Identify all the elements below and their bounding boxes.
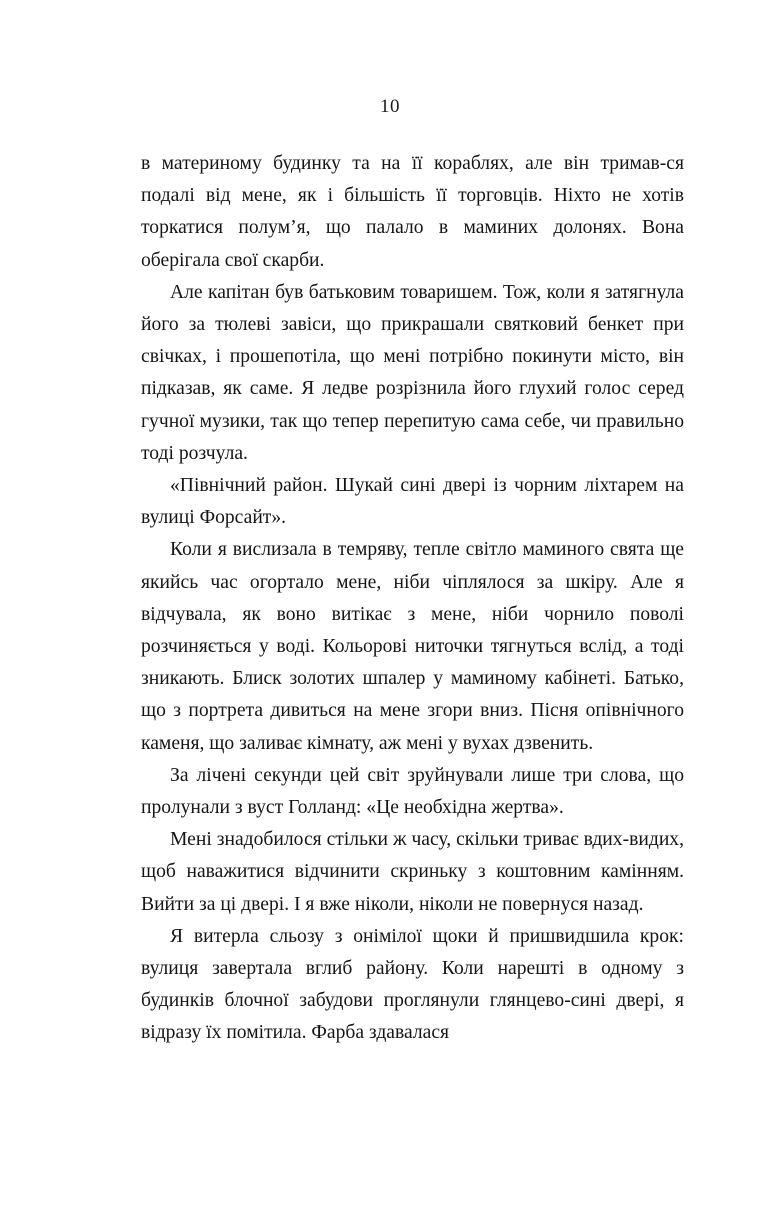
paragraph: За лічені секунди цей світ зруйнували лише три слова, що пролунали з вуст Голланд: «Це необхідна жертва». bbox=[141, 764, 684, 819]
paragraph: в материному будинку та на її кораблях, але він тримав-ся подалі від мене, як і більшість її торговців. Ніхто не хотів торкатися полум’я, що палало в маминих долонях. Вона оберігала свої скарби. bbox=[141, 153, 684, 271]
paragraph: Я витерла сльозу з онімілої щоки й пришвидшила крок: вулиця завертала вглиб району. Коли нарешті в одному з будинків блочної забудови проглянули глянцево-сині двері, я відразу їх помітила. Фарба здавалася bbox=[141, 925, 684, 1044]
paragraph: Але капітан був батьковим товаришем. Тож, коли я затягнула його за тюлеві завіси, що прикрашали святковий бенкет при свічках, і прошепотіла, що мені потрібно покинути місто, він підказав, як саме. Я ледве розрізнила його глухий голос серед гучної музики, так що тепер перепитую сама себе, чи правильно тоді розчула. bbox=[141, 281, 684, 464]
paragraph: «Північний район. Шукай сині двері із чорним ліхтарем на вулиці Форсайт». bbox=[141, 475, 684, 529]
page-text-body bbox=[141, 148, 684, 1050]
paragraph: Коли я вислизала в темряву, тепле світло маминого свята ще якийсь час огортало мене, ніби чіплялося за шкіру. Але я відчувала, як воно витікає з мене, ніби чорнило поволі розчиняється у воді. Кольорові ниточки тягнуться вслід, а тоді зникають. Блиск золотих шпалер у маминому кабінеті. Батько, що з портрета дивиться на мене згори вниз. Пісня опівнічного каменя, що заливає кімнату, аж мені у вухах дзвенить. bbox=[141, 539, 684, 754]
paragraph: Мені знадобилося стільки ж часу, скільки триває вдих-видих, щоб наважитися відчинити скриньку з коштовним камінням. Вийти за ці двері. І я вже ніколи, ніколи не повернуся назад. bbox=[141, 829, 684, 915]
page-number: 10 bbox=[380, 96, 400, 117]
